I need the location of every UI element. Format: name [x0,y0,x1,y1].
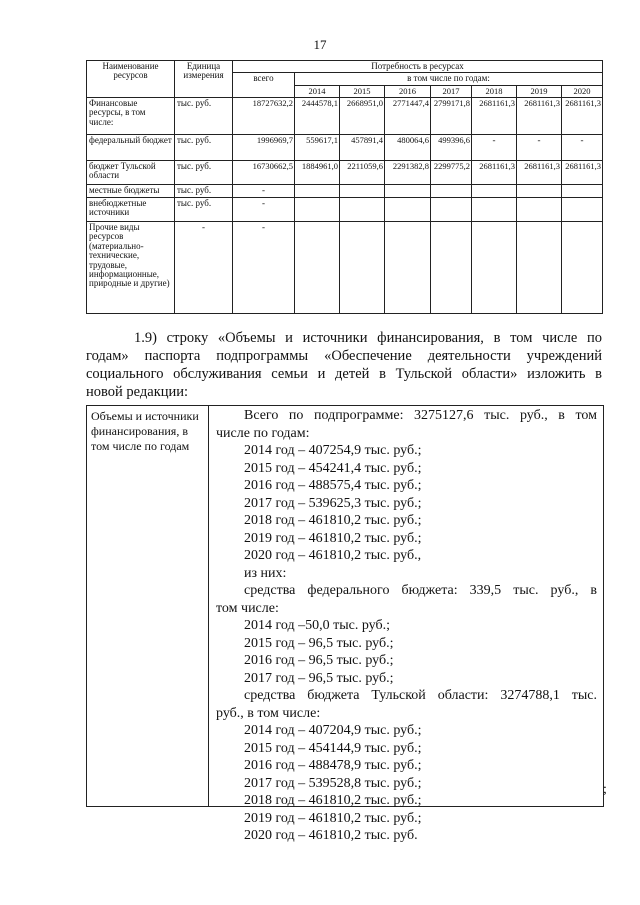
row-name: внебюджетные источники [87,197,175,221]
row-name: Финансовые ресурсы, в том числе: [87,97,175,134]
row-unit: тыс. руб. [175,184,233,197]
year-amount: 2014 год – 407204,9 тыс. руб.; [244,723,422,738]
regional-line: средства бюджета Тульской области: 3274788,1 тыс. [244,688,597,703]
row-value: - [517,134,562,160]
year-amount: 2017 год – 539528,8 тыс. руб.; [244,775,422,791]
row-value: 2799171,8 [431,97,472,134]
federal-line: средства федерального бюджета: 339,5 тыс. руб., в [244,583,597,598]
year-amount: 2016 год – 488575,4 тыс. руб.; [244,478,422,493]
row-value: 2681161,3 [562,97,603,134]
header-unit: Единица измерения [175,61,233,98]
row-value: 2771447,4 [385,97,431,134]
row-value: 2681161,3 [517,160,562,184]
row-value: 2681161,3 [472,97,517,134]
year-header: 2016 [385,85,431,97]
paragraph-line: социального обслуживания семьи и детей в Тульской области» изложить в [86,366,602,382]
table-row [87,160,603,184]
row-value: 2681161,3 [472,160,517,184]
row-value: 2211059,6 [340,160,385,184]
row-unit: тыс. руб. [175,134,233,160]
year-amount: 2019 год – 461810,2 тыс. руб.; [244,530,422,546]
row-value: 480064,6 [385,134,431,160]
row-value: 559617,1 [295,134,340,160]
header-by-years: в том числе по годам: [295,73,603,85]
passport-table [86,405,604,843]
year-header: 2019 [517,85,562,97]
resource-table [86,60,603,314]
row-value: 2291382,8 [385,160,431,184]
total-line: Всего по подпрограмме: 3275127,6 тыс. руб., в том [244,408,597,423]
header-total: всего [233,73,295,97]
row-value: 2444578,1 [295,97,340,134]
year-amount: 2016 год – 488478,9 тыс. руб.; [244,758,422,773]
row-value: 2668951,0 [340,97,385,134]
year-amount: 2015 год – 454241,4 тыс. руб.; [244,460,422,476]
year-amount: 2020 год – 461810,2 тыс. руб. [244,828,418,843]
page-number: 17 [313,37,327,52]
row-unit: тыс. руб. [175,160,233,184]
year-amount: 2015 год – 454144,9 тыс. руб.; [244,740,422,756]
paragraph-line: новой редакции: [86,384,189,400]
year-amount: 2018 год – 461810,2 тыс. руб.; [244,793,422,808]
row-value: 2299775,2 [431,160,472,184]
row-name: местные бюджеты [87,184,175,197]
header-resource-name: Наименование ресурсов [87,61,175,98]
year-header: 2018 [472,85,517,97]
trailing-semicolon: ; [603,782,607,797]
federal-line: том числе: [216,600,279,616]
year-header: 2020 [562,85,603,97]
year-amount: 2020 год – 461810,2 тыс. руб., [244,548,422,563]
year-amount: 2015 год – 96,5 тыс. руб.; [244,635,394,651]
row-value: 1884961,0 [295,160,340,184]
table-row [87,221,603,313]
row-value: 2681161,3 [517,97,562,134]
header-need: Потребность в ресурсах [233,61,603,73]
row-total: 1996969,7 [233,134,295,160]
table-row [87,97,603,134]
passport-content [210,406,603,845]
row-unit: - [175,221,233,313]
row-value: 2681161,3 [562,160,603,184]
row-value: - [562,134,603,160]
table-row [87,197,603,221]
year-header: 2017 [431,85,472,97]
year-header: 2014 [295,85,340,97]
year-amount: 2017 год – 539625,3 тыс. руб.; [244,495,422,511]
year-amount: 2014 год –50,0 тыс. руб.; [244,618,390,633]
row-total: - [233,184,295,197]
row-total: - [233,221,295,313]
row-name: Прочие виды ресурсов (материально-технические, трудовые, информационные, природные и другие) [87,221,175,313]
row-value: 457891,4 [340,134,385,160]
table-row [87,134,603,160]
row-unit: тыс. руб. [175,97,233,134]
row-unit: тыс. руб. [175,197,233,221]
row-total: 18727632,2 [233,97,295,134]
row-total: - [233,197,295,221]
table-row [87,184,603,197]
of-them-label: из них: [244,565,287,581]
year-amount: 2019 год – 461810,2 тыс. руб.; [244,810,422,826]
regional-line: руб., в том числе: [216,705,321,721]
row-total: 16730662,5 [233,160,295,184]
row-value: - [472,134,517,160]
year-amount: 2014 год – 407254,9 тыс. руб.; [244,443,422,458]
row-value: 499396,6 [431,134,472,160]
year-amount: 2017 год – 96,5 тыс. руб.; [244,670,394,686]
total-line: числе по годам: [216,425,310,441]
paragraph-line: годам» паспорта подпрограммы «Обеспечение деятельности учреждений [86,348,602,364]
year-header: 2015 [340,85,385,97]
paragraph-line: 1.9) строку «Объемы и источники финансирования, в том числе по [134,330,602,346]
year-amount: 2016 год – 96,5 тыс. руб.; [244,653,394,668]
year-amount: 2018 год – 461810,2 тыс. руб.; [244,513,422,528]
row-name: федеральный бюджет [87,134,175,160]
amendment-paragraph [86,329,602,401]
passport-label: Объемы и источники финансирования, в том числе по годам [87,406,209,806]
row-name: бюджет Тульской области [87,160,175,184]
